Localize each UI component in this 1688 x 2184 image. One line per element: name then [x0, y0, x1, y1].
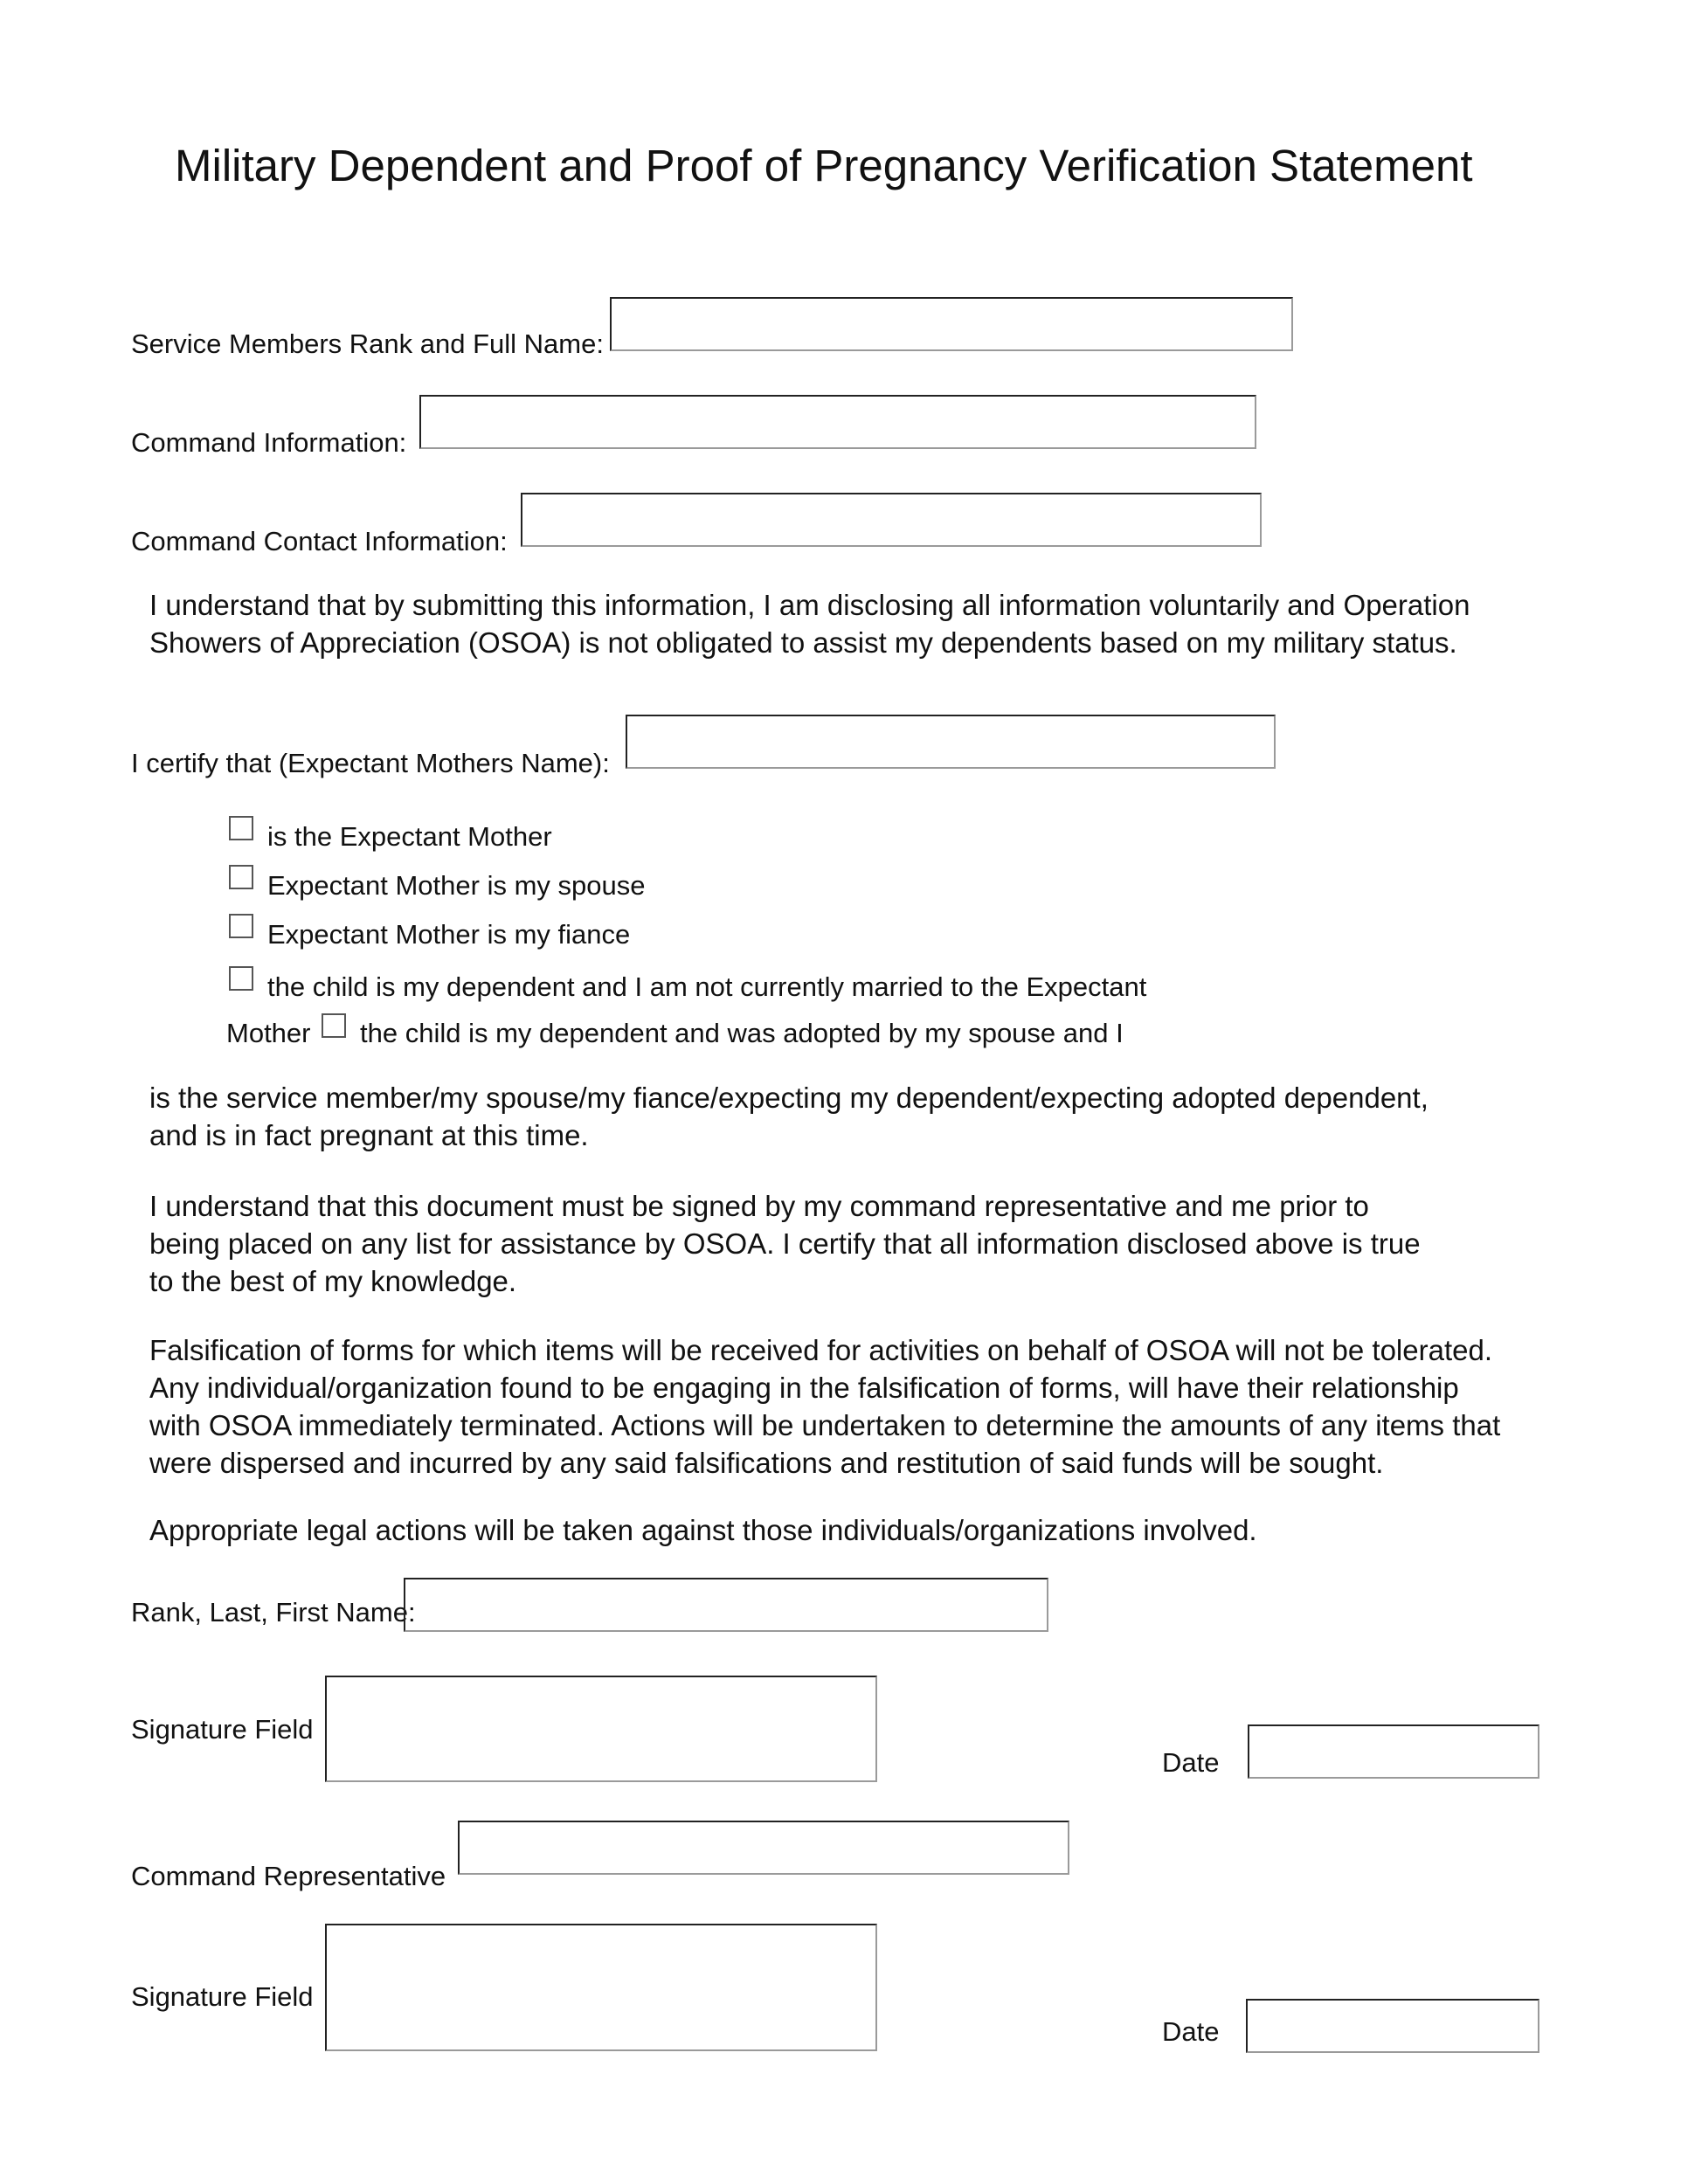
command-info-label: Command Information: — [131, 427, 407, 458]
option-label: the child is my dependent and was adopted by my spouse and I — [360, 1018, 1124, 1048]
falsification-line: Any individual/organization found to be engaging in the falsification of forms, will have their relationship — [149, 1372, 1459, 1404]
command-contact-label: Command Contact Information: — [131, 526, 508, 556]
disclosure-paragraph — [149, 586, 1470, 661]
command-rep-field[interactable] — [458, 1821, 1069, 1875]
option-dependent-not-married-checkbox[interactable] — [229, 966, 253, 991]
falsification-line: were dispersed and incurred by any said falsifications and restitution of said funds will be sought. — [149, 1447, 1384, 1479]
falsification-paragraph — [149, 1331, 1500, 1482]
service-member-signature-field[interactable] — [325, 1676, 877, 1782]
disclosure-line: I understand that by submitting this information, I am disclosing all information voluntarily and Operation — [149, 589, 1470, 621]
falsification-line: with OSOA immediately terminated. Actions will be undertaken to determine the amounts of any items that — [149, 1409, 1501, 1441]
rank-name-label: Rank, Last, First Name: — [131, 1597, 416, 1628]
date-field-2[interactable] — [1246, 1999, 1539, 2053]
legal-statement: Appropriate legal actions will be taken against those individuals/organizations involved. — [149, 1514, 1257, 1546]
status-line: and is in fact pregnant at this time. — [149, 1119, 589, 1151]
signing-line: being placed on any list for assistance by OSOA. I certify that all information disclosed above is true — [149, 1227, 1421, 1260]
falsification-line: Falsification of forms for which items will be received for activities on behalf of OSOA will not be tolerated. — [149, 1334, 1492, 1366]
signing-paragraph — [149, 1187, 1421, 1300]
option-fiance-checkbox[interactable] — [229, 914, 253, 938]
date-label-2: Date — [1162, 2016, 1220, 2047]
service-member-label: Service Members Rank and Full Name: — [131, 328, 604, 359]
service-member-name-field[interactable] — [610, 297, 1293, 351]
signing-line: to the best of my knowledge. — [149, 1265, 517, 1297]
disclosure-line: Showers of Appreciation (OSOA) is not obligated to assist my dependents based on my military status. — [149, 626, 1457, 659]
mother-word: Mother — [226, 1018, 311, 1048]
signature-label-2: Signature Field — [131, 1981, 314, 2012]
option-label: the child is my dependent and I am not currently married to the Expectant — [267, 971, 1147, 1002]
option-label: is the Expectant Mother — [267, 821, 552, 852]
command-contact-field[interactable] — [521, 493, 1262, 547]
signature-label-1: Signature Field — [131, 1714, 314, 1745]
option-dependent-adopted-checkbox[interactable] — [322, 1013, 346, 1038]
option-label: Expectant Mother is my spouse — [267, 870, 646, 901]
signing-line: I understand that this document must be signed by my command representative and me prior to — [149, 1190, 1369, 1222]
status-line: is the service member/my spouse/my fiance/expecting my dependent/expecting adopted dependent, — [149, 1082, 1429, 1114]
command-info-field[interactable] — [419, 395, 1256, 449]
status-paragraph — [149, 1079, 1429, 1154]
option-label: Expectant Mother is my fiance — [267, 919, 631, 950]
rank-name-field[interactable] — [404, 1578, 1048, 1632]
date-label-1: Date — [1162, 1747, 1220, 1778]
command-rep-label: Command Representative — [131, 1861, 446, 1891]
date-field-1[interactable] — [1248, 1724, 1539, 1779]
page-title: Military Dependent and Proof of Pregnancy Verification Statement — [175, 141, 1473, 190]
expectant-mother-name-field[interactable] — [626, 715, 1276, 769]
command-rep-signature-field[interactable] — [325, 1924, 877, 2051]
option-spouse-checkbox[interactable] — [229, 865, 253, 889]
certify-label: I certify that (Expectant Mothers Name): — [131, 748, 610, 778]
option-expectant-mother-checkbox[interactable] — [229, 816, 253, 840]
